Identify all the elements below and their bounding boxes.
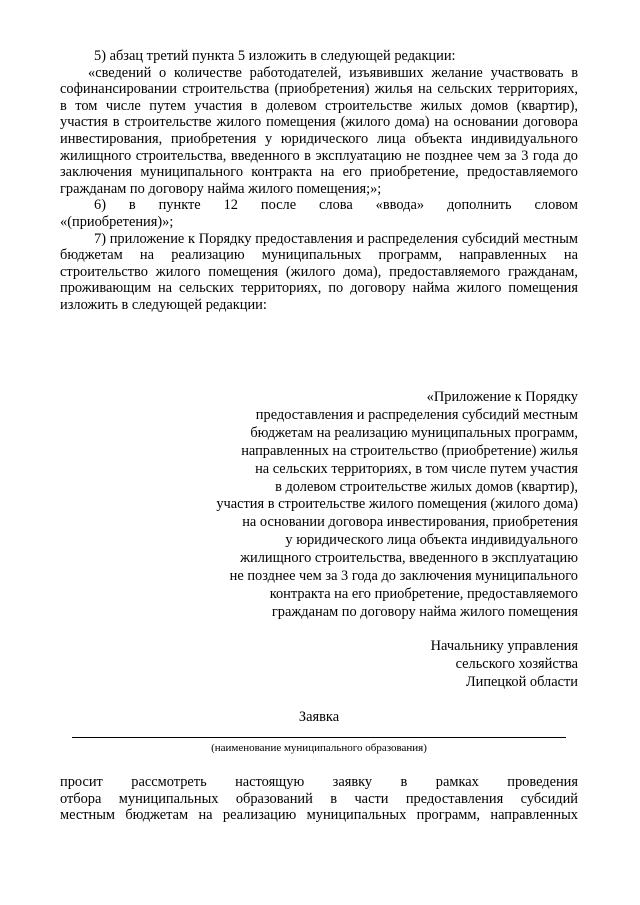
appendix-header-line: на сельских территориях, в том числе путем участия bbox=[255, 460, 578, 477]
appendix-header-line: бюджетам на реализацию муниципальных программ, bbox=[250, 424, 578, 441]
appendix-header-line: направленных на строительство (приобретение) жилья bbox=[241, 442, 578, 459]
appendix-header-line: у юридического лица объекта индивидуального bbox=[285, 532, 578, 549]
municipality-name-line bbox=[72, 737, 566, 738]
item-6-text: 6) в пункте 12 после слова «ввода» дополнить словом «(приобретения)»; bbox=[60, 197, 582, 230]
form-body bbox=[60, 774, 578, 824]
appendix-header-line: «Приложение к Порядку bbox=[426, 389, 578, 405]
appendix-header-line: на основании договора инвестирования, приобретения bbox=[242, 514, 578, 531]
appendix-header-line: не позднее чем за 3 года до заключения муниципального bbox=[229, 568, 578, 585]
appendix-header-line: гражданам по договору найма жилого помещения bbox=[271, 603, 578, 620]
form-title: Заявка bbox=[298, 709, 340, 725]
form-body-line: просит рассмотреть настоящую заявку в рамках проведения bbox=[60, 774, 578, 790]
item-5-title: 5) абзац третий пункта 5 изложить в следующей редакции: bbox=[94, 48, 456, 64]
item-5-text: «сведений о количестве работодателей, изъявивших желание участвовать в софинансировании строительства (приобретения) жилья на сельских территориях, в том числе путем участия в долевом строительстве жилых домов (квартир), участия в строительстве жилого помещения (жилого дома) на основании договора инвестирования, приобретения у юридического лица объекта индивидуального жилищного строительства, введенного в эксплуатацию не позднее чем за 3 года до заключения муниципального контракта на его приобретение, предоставляемого гражданам по договору найма жилого помещения;»; bbox=[60, 64, 578, 197]
appendix-header-line: в долевом строительстве жилых домов (квартир), bbox=[275, 478, 578, 495]
municipality-name-caption: (наименование муниципального образования) bbox=[211, 742, 427, 754]
appendix-header-line: контракта на его приобретение, предоставляемого bbox=[269, 585, 578, 602]
appendix-header-line: участия в строительстве жилого помещения (жилого дома) bbox=[216, 496, 578, 513]
appendix-header bbox=[78, 389, 578, 622]
item-7-text: 7) приложение к Порядку предоставления и распределения субсидий местным бюджетам на реализацию муниципальных программ, направленных на строительство жилого помещения (жилого дома), предоставляемого гражданам, проживающим на сельских территориях, по договору найма жилого помещения изложить в следующей редакции: bbox=[60, 230, 578, 313]
amendment-list bbox=[60, 48, 582, 314]
form-body-line: отбора муниципальных образований в части предоставления субсидий bbox=[60, 790, 578, 807]
addressee-line: Липецкой области bbox=[465, 673, 578, 690]
appendix-header-line: жилищного строительства, введенного в эксплуатацию bbox=[240, 550, 578, 567]
addressee-block bbox=[78, 638, 578, 692]
appendix-header-line: предоставления и распределения субсидий местным bbox=[255, 406, 578, 423]
form-body-line: местным бюджетам на реализацию муниципальных программ, направленных bbox=[60, 807, 578, 824]
addressee-line: сельского хозяйства bbox=[455, 655, 578, 672]
addressee-line: Начальнику управления bbox=[430, 638, 578, 654]
